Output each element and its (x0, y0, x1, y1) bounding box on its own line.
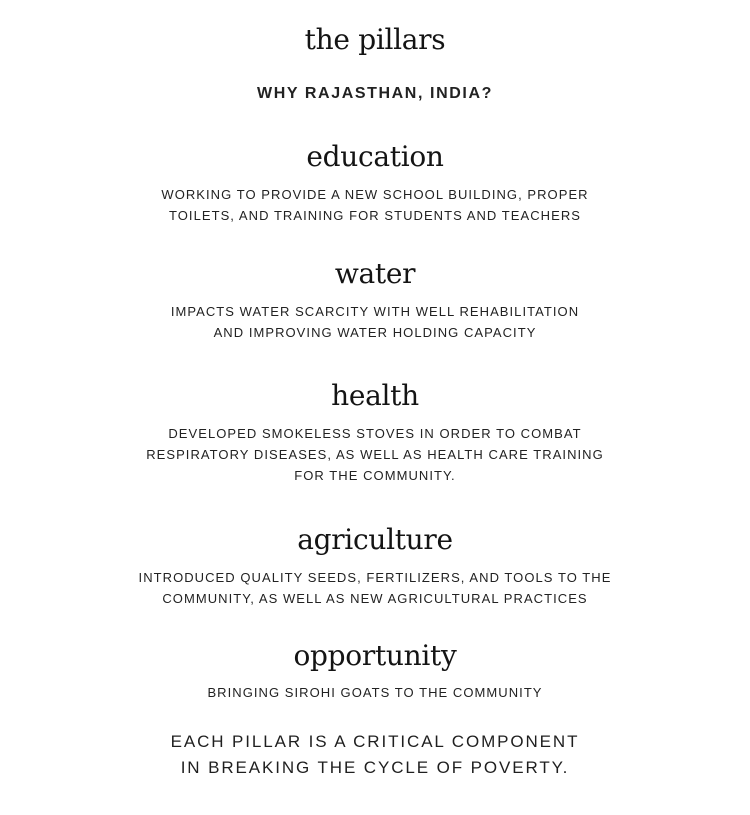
description-line: BRINGING SIROHI GOATS TO THE COMMUNITY (207, 685, 543, 700)
pillar-description-water (0, 301, 750, 343)
pillar-title-water: water (334, 257, 416, 290)
pillar-title-education: education (306, 140, 444, 173)
closing-line: IN BREAKING THE CYCLE OF POVERTY. (180, 758, 570, 777)
description-line: RESPIRATORY DISEASES, AS WELL AS HEALTH CARE TRAINING (146, 447, 604, 462)
pillar-description-health (0, 423, 750, 486)
description-line: INTRODUCED QUALITY SEEDS, FERTILIZERS, AND TOOLS TO THE (138, 570, 612, 585)
description-line: TOILETS, AND TRAINING FOR STUDENTS AND TEACHERS (169, 208, 581, 223)
page-subtitle: WHY RAJASTHAN, INDIA? (257, 85, 493, 102)
pillar-description-agriculture (0, 567, 750, 609)
description-line: COMMUNITY, AS WELL AS NEW AGRICULTURAL PRACTICES (162, 591, 588, 606)
pillar-description-education (0, 184, 750, 226)
description-line: IMPACTS WATER SCARCITY WITH WELL REHABILITATION (170, 304, 580, 319)
description-line: FOR THE COMMUNITY. (294, 468, 456, 483)
closing-line: EACH PILLAR IS A CRITICAL COMPONENT (170, 732, 580, 751)
pillar-description-opportunity (0, 682, 750, 703)
description-line: DEVELOPED SMOKELESS STOVES IN ORDER TO COMBAT (168, 426, 582, 441)
pillar-title-agriculture: agriculture (297, 523, 453, 556)
page-title: the pillars (304, 23, 446, 56)
pillar-title-opportunity: opportunity (293, 639, 457, 672)
description-line: AND IMPROVING WATER HOLDING CAPACITY (213, 325, 537, 340)
description-line: WORKING TO PROVIDE A NEW SCHOOL BUILDING, PROPER (161, 187, 589, 202)
closing-statement (0, 729, 750, 781)
pillar-title-health: health (331, 379, 419, 412)
